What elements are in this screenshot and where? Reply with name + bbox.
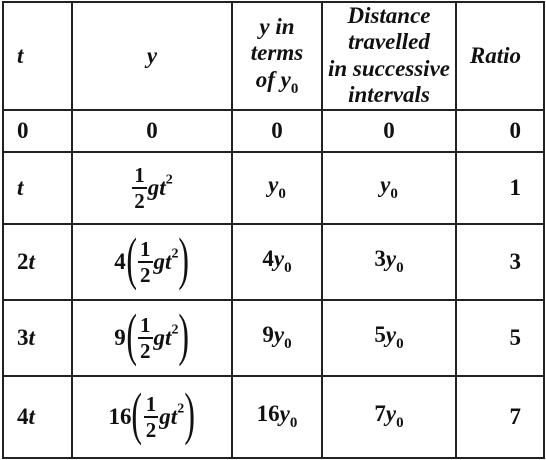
table-row xyxy=(3,152,544,224)
table-row xyxy=(3,224,544,300)
cell-t: 0 xyxy=(3,110,72,152)
table-row xyxy=(3,300,544,376)
header-row xyxy=(3,2,544,110)
fraction-one-half: $\frac{1}{2}$ xyxy=(145,391,157,442)
header-t: t xyxy=(3,2,72,110)
header-y-in-terms-of-y0 xyxy=(232,2,322,110)
header-distance-line-4: intervals xyxy=(348,82,430,108)
four-half-gt-squared: 4( $\frac{1}{2}$ $gt^2$) xyxy=(114,225,190,291)
right-paren: ) xyxy=(184,380,196,446)
cell-distance: $7y_0$ xyxy=(322,376,456,458)
cell-t: t xyxy=(3,152,72,224)
half-gt-squared: $\frac{1}{2}$ $gt^2$ xyxy=(134,162,173,213)
cell-t: 4t xyxy=(3,376,72,458)
cell-y xyxy=(72,152,232,224)
left-paren: ( xyxy=(126,225,137,291)
fraction-one-half: $\frac{1}{2}$ xyxy=(140,236,151,287)
left-paren: ( xyxy=(126,301,137,367)
header-ratio: Ratio xyxy=(456,2,544,110)
cell-y-terms: $4y_0$ xyxy=(232,224,322,300)
cell-t: 3t xyxy=(3,300,72,376)
sixteen-half-gt-squared: 16( $\frac{1}{2}$ $gt^2$) xyxy=(108,380,196,446)
cell-y xyxy=(72,300,232,376)
header-y: y xyxy=(72,2,232,110)
left-paren: ( xyxy=(131,380,143,446)
cell-ratio: 7 xyxy=(456,376,544,458)
motion-table xyxy=(2,1,545,459)
cell-distance: $3y_0$ xyxy=(322,224,456,300)
cell-t: 2t xyxy=(3,224,72,300)
nine-half-gt-squared: 9( $\frac{1}{2}$ $gt^2$) xyxy=(114,301,190,367)
cell-y xyxy=(72,376,232,458)
cell-distance: $5y_0$ xyxy=(322,300,456,376)
table-row xyxy=(3,110,544,152)
cell-ratio: 3 xyxy=(456,224,544,300)
header-y-terms-line-3: of $y_0$ xyxy=(255,66,299,97)
cell-y-terms: $9y_0$ xyxy=(232,300,322,376)
header-distance-line-1: Distance xyxy=(347,3,431,28)
cell-y: 0 xyxy=(72,110,232,152)
fraction-one-half: $\frac{1}{2}$ xyxy=(140,312,151,363)
header-distance-line-3: in successive xyxy=(327,55,450,81)
cell-y-terms: $y_0$ xyxy=(232,152,322,224)
fraction-one-half: $\frac{1}{2}$ xyxy=(134,162,145,213)
cell-y xyxy=(72,224,232,300)
right-paren: ) xyxy=(178,301,190,367)
cell-y-terms: 0 xyxy=(232,110,322,152)
right-paren: ) xyxy=(178,225,190,291)
cell-y-terms: $16y_0$ xyxy=(232,376,322,458)
header-y-terms-line-2: terms xyxy=(250,40,304,66)
cell-ratio: 1 xyxy=(456,152,544,224)
cell-ratio: 0 xyxy=(456,110,544,152)
header-distance-line-2: travelled xyxy=(348,29,430,55)
cell-distance: 0 xyxy=(322,110,456,152)
table-row xyxy=(3,376,544,458)
header-distance xyxy=(322,2,456,110)
header-y-terms-line-1: y in xyxy=(259,13,295,39)
cell-ratio: 5 xyxy=(456,300,544,376)
cell-distance: $y_0$ xyxy=(322,152,456,224)
